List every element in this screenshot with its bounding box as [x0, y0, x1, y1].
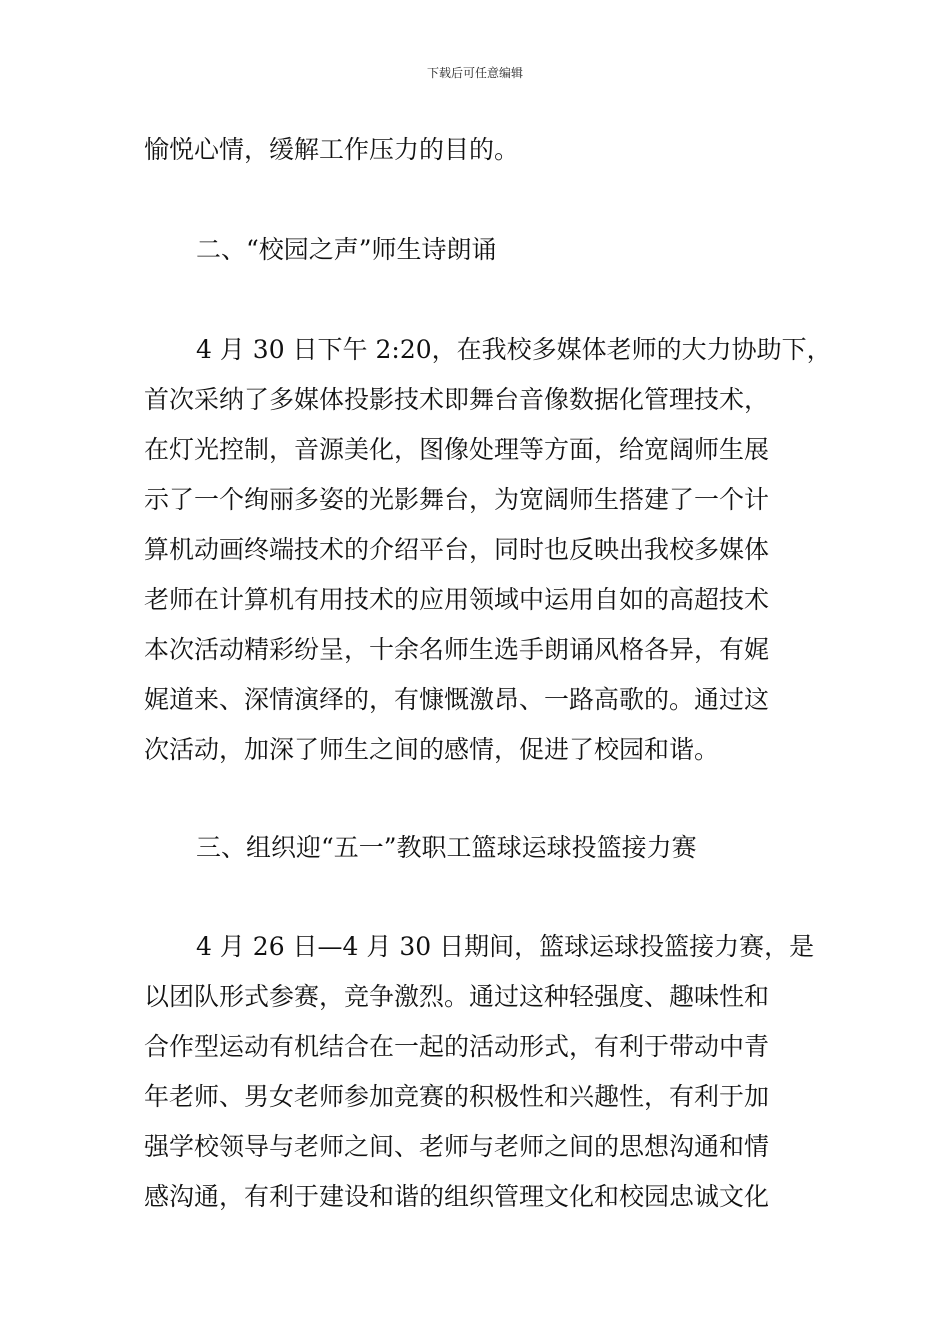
paragraph-line: 首次采纳了多媒体投影技术即舞台音像数据化管理技术，	[144, 385, 770, 414]
paragraph-line: 以团队形式参赛，竞争激烈。通过这种轻强度、趣味性和	[144, 982, 770, 1011]
page-header: 下载后可任意编辑	[426, 66, 523, 80]
paragraph-line: 次活动，加深了师生之间的感情，促进了校园和谐。	[144, 735, 720, 764]
paragraph-line: 在灯光控制，音源美化，图像处理等方面，给宽阔师生展	[144, 435, 770, 464]
paragraph-line: 算机动画终端技术的介绍平台，同时也反映出我校多媒体	[144, 535, 770, 564]
paragraph-line: 年老师、男女老师参加竞赛的积极性和兴趣性，有利于加	[144, 1082, 770, 1111]
paragraph-line: 愉悦心情，缓解工作压力的目的。	[144, 135, 520, 164]
paragraph-line: 感沟通，有利于建设和谐的组织管理文化和校园忠诚文化	[144, 1182, 770, 1211]
paragraph-line: 合作型运动有机结合在一起的活动形式，有利于带动中青	[144, 1032, 770, 1061]
paragraph-line: 强学校领导与老师之间、老师与老师之间的思想沟通和情	[144, 1132, 770, 1161]
paragraph-line: 4 月 30 日下午 2:20，在我校多媒体老师的大力协助下，	[196, 335, 832, 364]
paragraph-line: 4 月 26 日—4 月 30 日期间，篮球运球投篮接力赛，是	[196, 932, 815, 961]
paragraph-line: 娓道来、深情演绎的，有慷慨激昂、一路高歌的。通过这	[144, 685, 770, 714]
paragraph-line: 示了一个绚丽多姿的光影舞台，为宽阔师生搭建了一个计	[144, 485, 770, 514]
section-heading-2: 二、“校园之声”师生诗朗诵	[196, 235, 497, 264]
section-heading-3: 三、组织迎“五一”教职工篮球运球投篮接力赛	[196, 833, 697, 862]
paragraph-line: 老师在计算机有用技术的应用领域中运用自如的高超技术	[144, 585, 770, 614]
paragraph-line: 本次活动精彩纷呈，十余名师生选手朗诵风格各异，有娓	[144, 635, 770, 664]
